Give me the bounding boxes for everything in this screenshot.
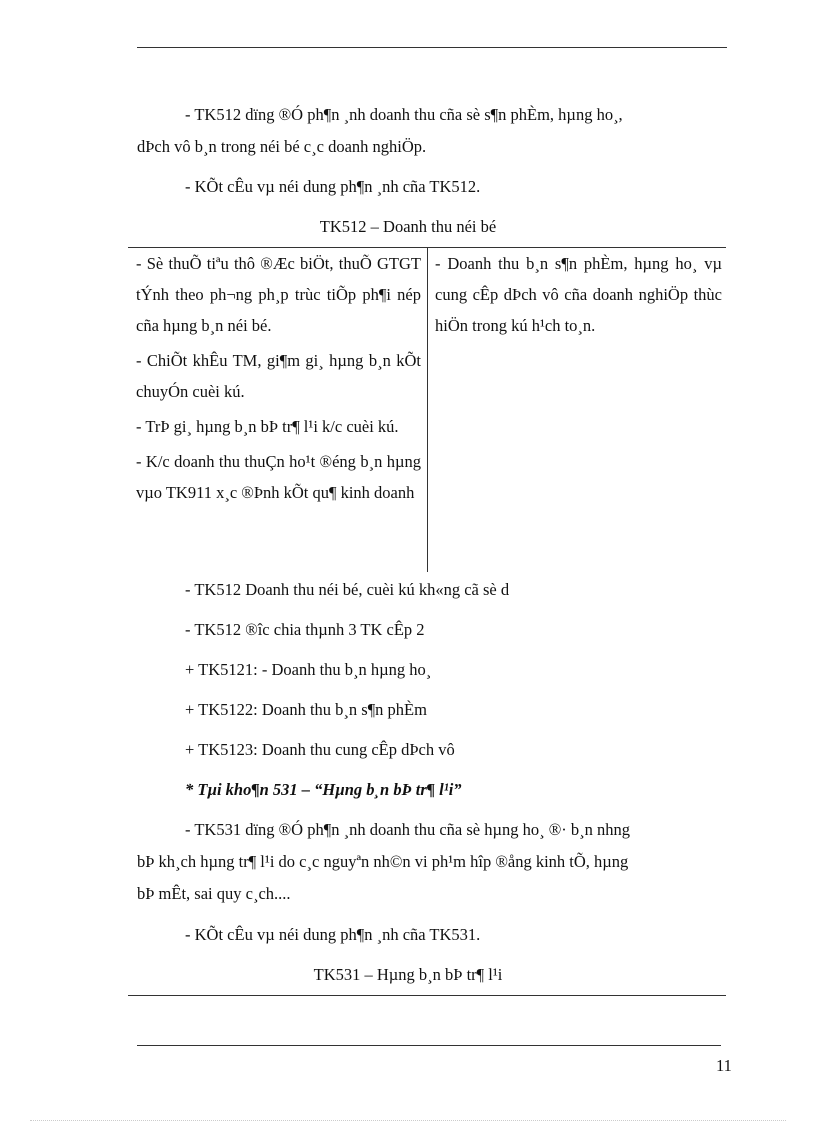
debit-entry: - TrÞ gi¸ hµng b¸n bÞ tr¶ l¹i k/c cuèi kú. [136, 417, 399, 436]
debit-entry: - K/c doanh thu thuÇn ho¹t ®éng b¸n hµng vµo TK911 x¸c ®Þnh kÕt qu¶ kinh doanh [136, 452, 421, 502]
paragraph-line: - TK512 dïng ®Ó ph¶n ¸nh doanh thu cña sè s¶n phÈm, hµng ho¸, [185, 105, 623, 124]
table-column-divider [427, 248, 428, 572]
t-account-table [128, 247, 726, 502]
debit-entry: - ChiÕt khÊu TM, gi¶m gi¸ hµng b¸n kÕt chuyÓn cuèi kú. [136, 351, 421, 401]
paragraph-line: - KÕt cÊu vµ néi dung ph¶n ¸nh cña TK512. [185, 177, 481, 196]
table-top-rule [128, 995, 726, 996]
paragraph-line: - TK531 dïng ®Ó ph¶n ¸nh doanh thu cña sè hµng ho¸ ®· b¸n nhng [185, 820, 631, 839]
credit-column [435, 248, 722, 345]
paragraph-line: - TK512 Doanh thu néi bé, cuèi kú kh«ng cã sè d [185, 580, 510, 599]
paragraph-line: bÞ kh¸ch hµng tr¶ l¹i do c¸c nguyªn nh©n vi ph¹m hîp ®ång kinh tÕ, hµng [137, 852, 629, 871]
section-heading: * Tµi kho¶n 531 – “Hµng b¸n bÞ tr¶ l¹i” [185, 780, 462, 799]
table-title: TK512 – Doanh thu néi bé [319, 217, 497, 236]
page-edge [30, 1120, 786, 1121]
footer-rule [137, 1045, 721, 1046]
debit-entry: - Sè thuÕ tiªu thô ®Æc biÖt, thuÕ GTGT tÝnh theo ph¬ng ph¸p trùc tiÕp ph¶i nép cña hµng b¸n néi bé. [136, 254, 421, 335]
paragraph-line: - KÕt cÊu vµ néi dung ph¶n ¸nh cña TK531. [185, 925, 481, 944]
table-title: TK531 – Hµng b¸n bÞ tr¶ l¹i [313, 965, 503, 984]
debit-column [136, 248, 421, 512]
paragraph-line: bÞ mÊt, sai quy c¸ch.... [137, 884, 291, 903]
header-rule [137, 47, 727, 48]
list-item: + TK5123: Doanh thu cung cÊp dÞch vô [185, 740, 455, 759]
paragraph-line: - TK512 ®îc chia thµnh 3 TK cÊp 2 [185, 620, 425, 639]
list-item: + TK5122: Doanh thu b¸n s¶n phÈm [185, 700, 427, 719]
paragraph-line: dÞch vô b¸n trong néi bé c¸c doanh nghiÖp. [137, 137, 427, 156]
list-item: + TK5121: - Doanh thu b¸n hµng ho¸ [185, 660, 432, 679]
page-number: 11 [716, 1056, 732, 1075]
credit-entry: - Doanh thu b¸n s¶n phÈm, hµng ho¸ vµ cung cÊp dÞch vô cña doanh nghiÖp thùc hiÖn trong kú h¹ch to¸n. [435, 254, 722, 335]
